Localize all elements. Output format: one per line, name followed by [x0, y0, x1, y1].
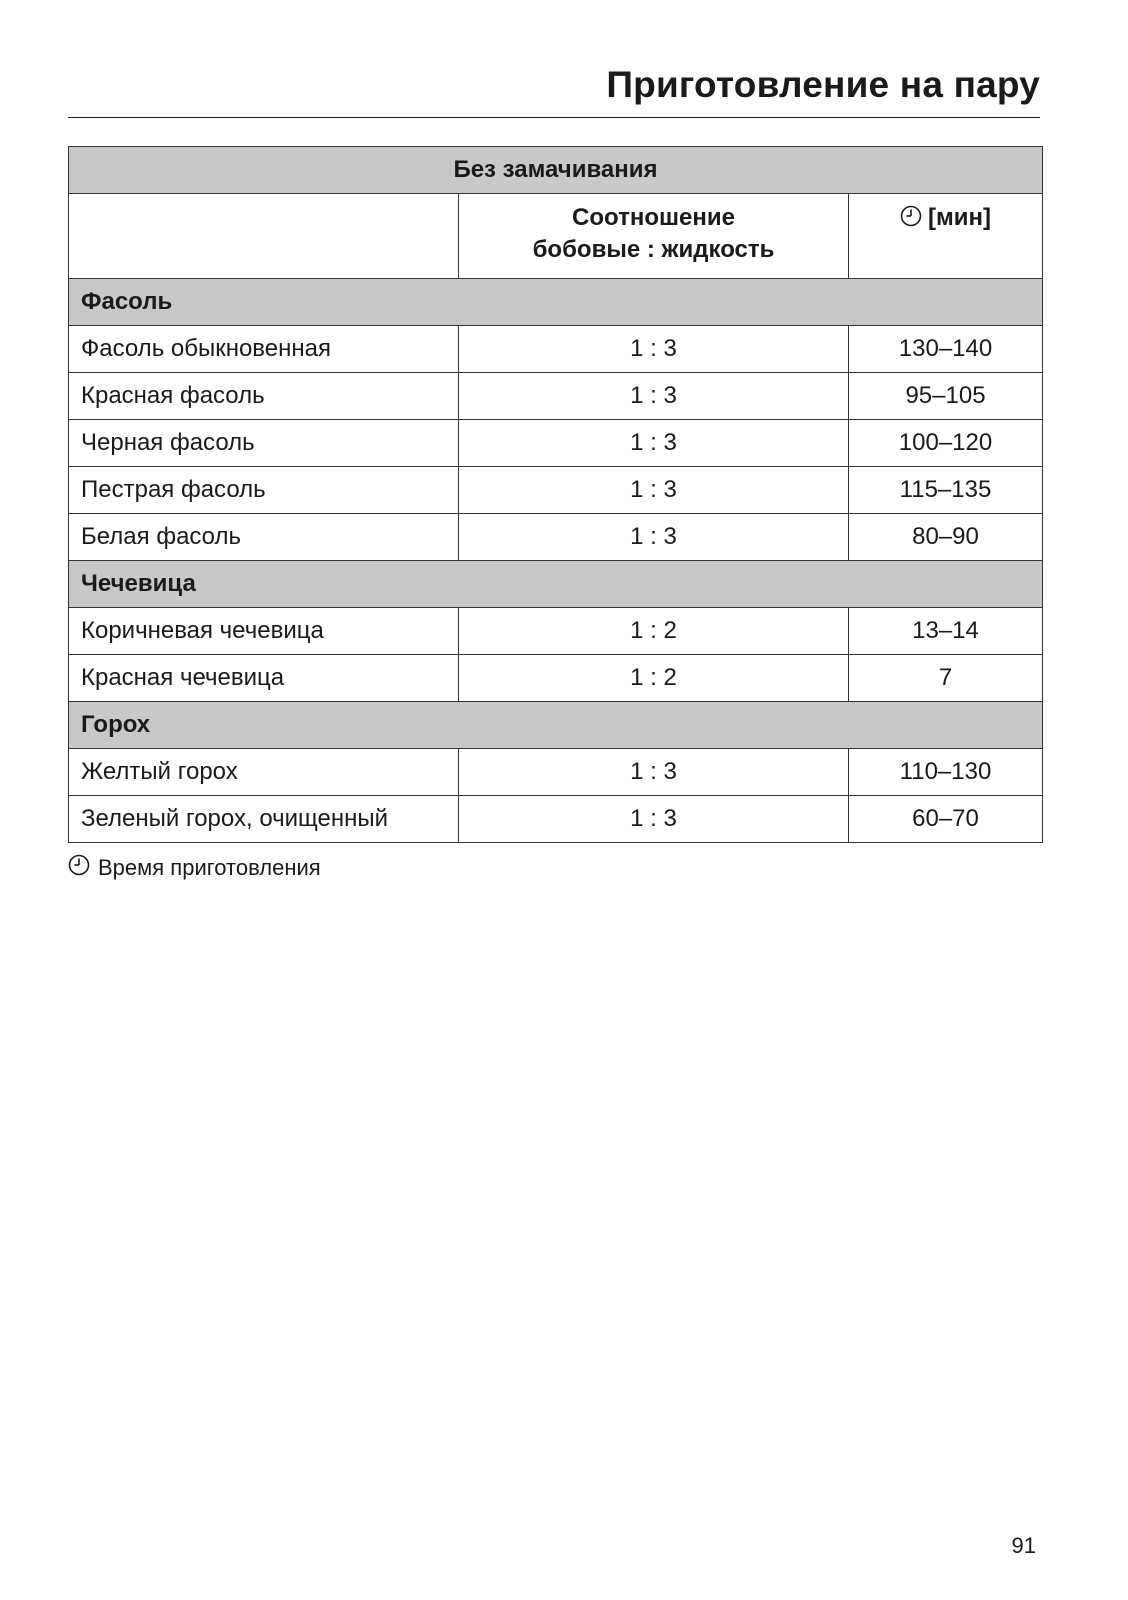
clock-icon [68, 854, 90, 882]
item-ratio: 1 : 2 [459, 608, 849, 655]
item-ratio: 1 : 3 [459, 514, 849, 561]
item-name: Зеленый горох, очищенный [69, 796, 459, 843]
item-time: 110–130 [849, 749, 1043, 796]
item-ratio: 1 : 3 [459, 749, 849, 796]
steam-cooking-table [68, 146, 1043, 843]
footnote-text: Время приготовления [98, 855, 321, 880]
table-title-row [69, 147, 1043, 194]
item-time: 100–120 [849, 420, 1043, 467]
item-name: Черная фасоль [69, 420, 459, 467]
item-name: Желтый горох [69, 749, 459, 796]
table-row [69, 373, 1043, 420]
footnote [68, 854, 321, 882]
clock-icon [900, 204, 922, 236]
group-row [69, 561, 1043, 608]
item-time: 95–105 [849, 373, 1043, 420]
table-row [69, 749, 1043, 796]
group-row [69, 702, 1043, 749]
item-time: 80–90 [849, 514, 1043, 561]
table-row [69, 608, 1043, 655]
item-name: Фасоль обыкновенная [69, 326, 459, 373]
table-row [69, 796, 1043, 843]
item-time: 60–70 [849, 796, 1043, 843]
item-time: 130–140 [849, 326, 1043, 373]
header-time-unit: [мин] [928, 204, 991, 231]
table-row [69, 326, 1043, 373]
table-body [69, 279, 1043, 843]
item-ratio: 1 : 3 [459, 373, 849, 420]
item-name: Коричневая чечевица [69, 608, 459, 655]
item-time: 115–135 [849, 467, 1043, 514]
group-row [69, 279, 1043, 326]
item-ratio: 1 : 2 [459, 655, 849, 702]
item-name: Пестрая фасоль [69, 467, 459, 514]
table-header-row [69, 194, 1043, 279]
table-title: Без замачивания [69, 147, 1043, 194]
page-number: 91 [1011, 1533, 1036, 1558]
header-name-cell [69, 194, 459, 279]
item-name: Красная чечевица [69, 655, 459, 702]
table-row [69, 420, 1043, 467]
group-name: Чечевица [69, 561, 1043, 608]
table-row [69, 514, 1043, 561]
item-ratio: 1 : 3 [459, 326, 849, 373]
item-time: 7 [849, 655, 1043, 702]
table-row [69, 655, 1043, 702]
item-ratio: 1 : 3 [459, 796, 849, 843]
page-title: Приготовление на пару [606, 64, 1040, 105]
item-time: 13–14 [849, 608, 1043, 655]
group-name: Горох [69, 702, 1043, 749]
header-ratio-line1: Соотношение [572, 204, 735, 231]
group-name: Фасоль [69, 279, 1043, 326]
item-ratio: 1 : 3 [459, 467, 849, 514]
header-ratio-cell [459, 194, 849, 279]
item-name: Белая фасоль [69, 514, 459, 561]
item-name: Красная фасоль [69, 373, 459, 420]
page-header [68, 60, 1040, 118]
header-ratio-line2: бобовые : жидкость [532, 236, 775, 263]
item-ratio: 1 : 3 [459, 420, 849, 467]
header-time-cell [849, 194, 1043, 279]
table-row [69, 467, 1043, 514]
